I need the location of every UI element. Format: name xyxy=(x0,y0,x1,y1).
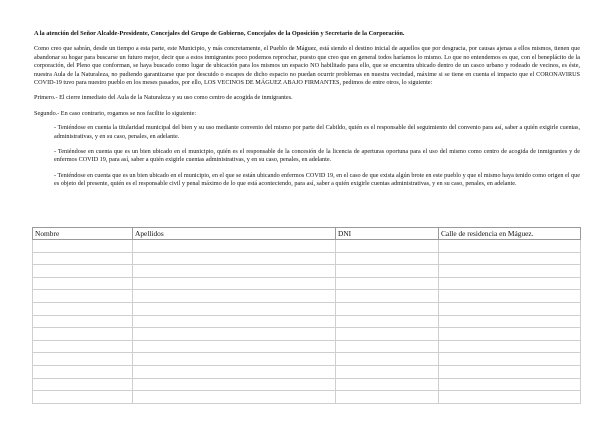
request-item-1: - Teniéndose en cuenta la titularidad municipal del bien y su uso mediante convenio del mismo por parte del Cabildo, quién es el responsable del seguimiento del convenio para así, saber a quién exigirle cuentas, administrativas, y en su caso, penales, en adelante. xyxy=(54,124,580,140)
table-row xyxy=(33,252,581,265)
table-cell xyxy=(439,265,581,278)
table-cell xyxy=(33,290,133,303)
table-cell xyxy=(133,328,336,341)
table-cell xyxy=(439,290,581,303)
table-cell xyxy=(336,353,439,366)
table-cell xyxy=(133,365,336,378)
table-cell xyxy=(133,378,336,391)
table-cell xyxy=(336,252,439,265)
table-cell xyxy=(33,391,133,404)
table-cell xyxy=(439,277,581,290)
table-cell xyxy=(336,240,439,253)
header-apellidos: Apellidos xyxy=(133,228,336,240)
table-cell xyxy=(336,365,439,378)
table-body xyxy=(33,240,581,404)
table-row xyxy=(33,290,581,303)
request-primero: Primero.- El cierre inmediato del Aula de la Naturaleza y su uso como centro de acogida de inmigrantes. xyxy=(34,94,293,102)
letter-body xyxy=(34,30,580,196)
signatures-table xyxy=(32,227,581,404)
table-cell xyxy=(133,290,336,303)
table-cell xyxy=(336,378,439,391)
header-nombre: Nombre xyxy=(33,228,133,240)
table-cell xyxy=(336,277,439,290)
table-cell xyxy=(133,391,336,404)
table-cell xyxy=(133,277,336,290)
table-row xyxy=(33,265,581,278)
table-cell xyxy=(336,340,439,353)
table-cell xyxy=(33,353,133,366)
table-cell xyxy=(439,391,581,404)
table-cell xyxy=(336,391,439,404)
table-cell xyxy=(439,240,581,253)
table-cell xyxy=(133,252,336,265)
table-cell xyxy=(133,240,336,253)
header-calle: Calle de residencia en Máguez. xyxy=(439,228,581,240)
table-row xyxy=(33,365,581,378)
table-cell xyxy=(33,265,133,278)
table-row xyxy=(33,315,581,328)
table-cell xyxy=(33,378,133,391)
table-cell xyxy=(133,340,336,353)
table-row xyxy=(33,240,581,253)
table-cell xyxy=(336,265,439,278)
table-cell xyxy=(439,252,581,265)
table-cell xyxy=(33,302,133,315)
table-cell xyxy=(33,252,133,265)
table-header-row xyxy=(33,228,581,240)
request-segundo: Segundo.- En caso contrario, rogamos se nos facilite lo siguiente: xyxy=(34,109,197,117)
table-cell xyxy=(439,315,581,328)
table-row xyxy=(33,353,581,366)
table-cell xyxy=(133,353,336,366)
letter-heading: A la atención del Señor Alcalde-Presidente, Concejales del Grupo de Gobierno, Concejales de la Oposición y Secretario de la Corporación. xyxy=(34,30,405,37)
table-cell xyxy=(336,315,439,328)
table-cell xyxy=(439,378,581,391)
table-cell xyxy=(133,265,336,278)
table-row xyxy=(33,277,581,290)
table-cell xyxy=(336,328,439,341)
header-dni: DNI xyxy=(336,228,439,240)
request-item-3: - Teniéndose en cuenta que es un bien ubicado en el municipio, en el que se están ubicando enfermos COVID 19, en el caso de que exista algún brote en este pueblo y que el mismo haya tenido como origen el que es objeto del presente, quién es el responsable civil y penal máximo de lo que está aconteciendo, para así, saber a quién exigirle cuentas administrativas, y en su caso, penales, en adelante. xyxy=(54,171,580,188)
table-cell xyxy=(33,340,133,353)
table-cell xyxy=(133,315,336,328)
table-cell xyxy=(439,340,581,353)
table-cell xyxy=(133,302,336,315)
table-row xyxy=(33,340,581,353)
table-cell xyxy=(439,302,581,315)
intro-paragraph: Como creo que sabrán, desde un tiempo a esta parte, este Municipio, y más concretamente, el Pueblo de Máguez, está siendo el destino inicial de aquellos que por desgracia, por causas ajenas a ellos mismos, tienen que abandonar su hogar para buscarse un futuro mejor, decir que a estos inmigrantes poco podemos reprochar, puesto que creo que en general todos haríamos lo mismo. Lo que no entendemos es que, con el beneplácito de la corporación, del Pleno que conforman, se haya buscado como lugar de ubicación para los mismos un espacio NO habilitado para ello, que se encuentra ubicado dentro de un casco urbano y rodeado de vecinos, es éste, nuestra Aula de la Naturaleza, no pudiendo garantizarse que por descuido o escapes de dicho espacio no puedan ocurrir problemas en nuestra vecindad, máxime si se tiene en cuenta el impacto que el CORONAVIRUS COVID-19 tuvo para nuestro pueblo en los meses pasados, por ello, LOS VECINOS DE MÁGUEZ ABAJO FIRMANTES, pedimos de entre otros, lo siguiente: xyxy=(34,45,580,87)
request-item-2: - Teniéndose en cuenta que es un bien ubicado en el municipio, quién es el responsable de la concesión de la licencia de aperturas oportuna para el uso del mismo como centro de acogida de inmigrantes y de enfermos COVID 19, para así, saber a quién exigirle cuentas administrativas, y en su caso, penales, en adelante. xyxy=(54,148,580,164)
table-cell xyxy=(33,328,133,341)
table-cell xyxy=(439,353,581,366)
table-cell xyxy=(33,315,133,328)
table-cell xyxy=(33,277,133,290)
table-cell xyxy=(439,328,581,341)
table-cell xyxy=(33,365,133,378)
table-cell xyxy=(336,302,439,315)
table-row xyxy=(33,302,581,315)
table-row xyxy=(33,391,581,404)
table-cell xyxy=(439,365,581,378)
table-row xyxy=(33,328,581,341)
table-row xyxy=(33,378,581,391)
table-cell xyxy=(336,290,439,303)
table-cell xyxy=(33,240,133,253)
